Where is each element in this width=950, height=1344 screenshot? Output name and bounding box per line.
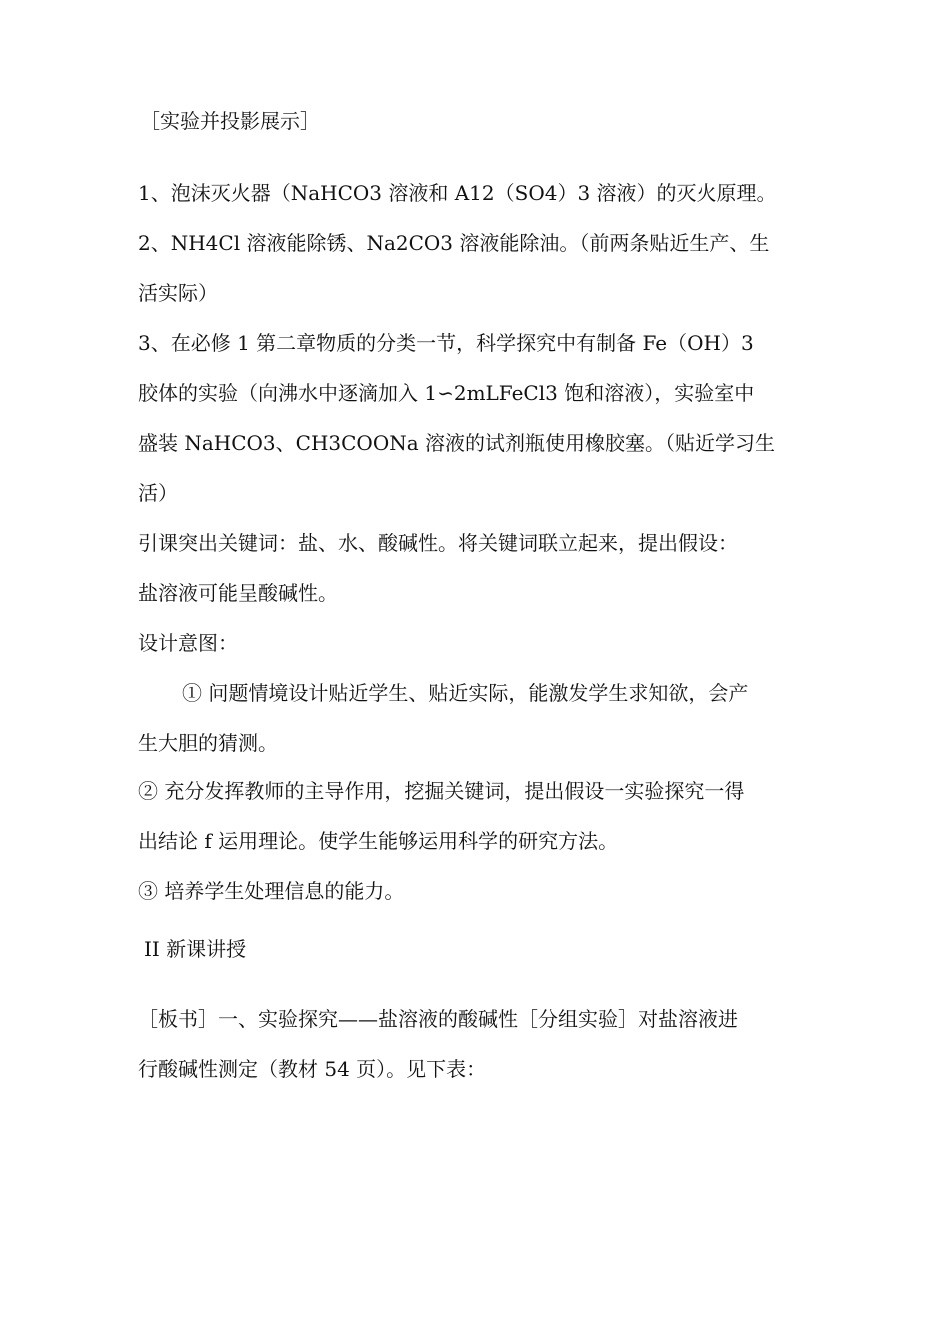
body-line: 出结论 f 运用理论。使学生能够运用科学的研究方法。 (138, 829, 619, 853)
body-line: 3、在必修 1 第二章物质的分类一节，科学探究中有制备 Fe（OH）3 (138, 331, 754, 355)
body-line: 盐溶液可能呈酸碱性。 (138, 581, 338, 605)
body-line: 2、NH4Cl 溶液能除锈、Na2CO3 溶液能除油。（前两条贴近生产、生 (138, 231, 770, 255)
body-line: 盛装 NaHCO3、CH3COONa 溶液的试剂瓶使用橡胶塞。（贴近学习生 (138, 431, 775, 455)
section-heading: ［实验并投影展示］ (140, 109, 320, 133)
body-line: ① 问题情境设计贴近学生、贴近实际，能激发学生求知欲，会产 (182, 681, 749, 705)
body-line: ② 充分发挥教师的主导作用，挖掘关键词，提出假设一实验探究一得 (138, 779, 745, 803)
body-line: 活） (138, 481, 178, 505)
body-line: 生大胆的猜测。 (138, 731, 278, 755)
body-line: 行酸碱性测定（教材 54 页）。见下表： (138, 1057, 487, 1081)
body-line: 引课突出关键词：盐、水、酸碱性。将关键词联立起来，提出假设： (138, 531, 738, 555)
body-line: 活实际） (138, 281, 218, 305)
body-line: ［板书］一、实验探究——盐溶液的酸碱性［分组实验］对盐溶液进 (138, 1007, 738, 1031)
body-line: ③ 培养学生处理信息的能力。 (138, 879, 405, 903)
body-line: 胶体的实验（向沸水中逐滴加入 1∽2mLFeCl3 饱和溶液），实验室中 (138, 381, 755, 405)
body-line: 1、泡沫灭火器（NaHCO3 溶液和 A12（SO4）3 溶液）的灭火原理。 (138, 181, 777, 205)
body-line: 设计意图： (138, 631, 238, 655)
section-heading: II 新课讲授 (144, 937, 247, 961)
